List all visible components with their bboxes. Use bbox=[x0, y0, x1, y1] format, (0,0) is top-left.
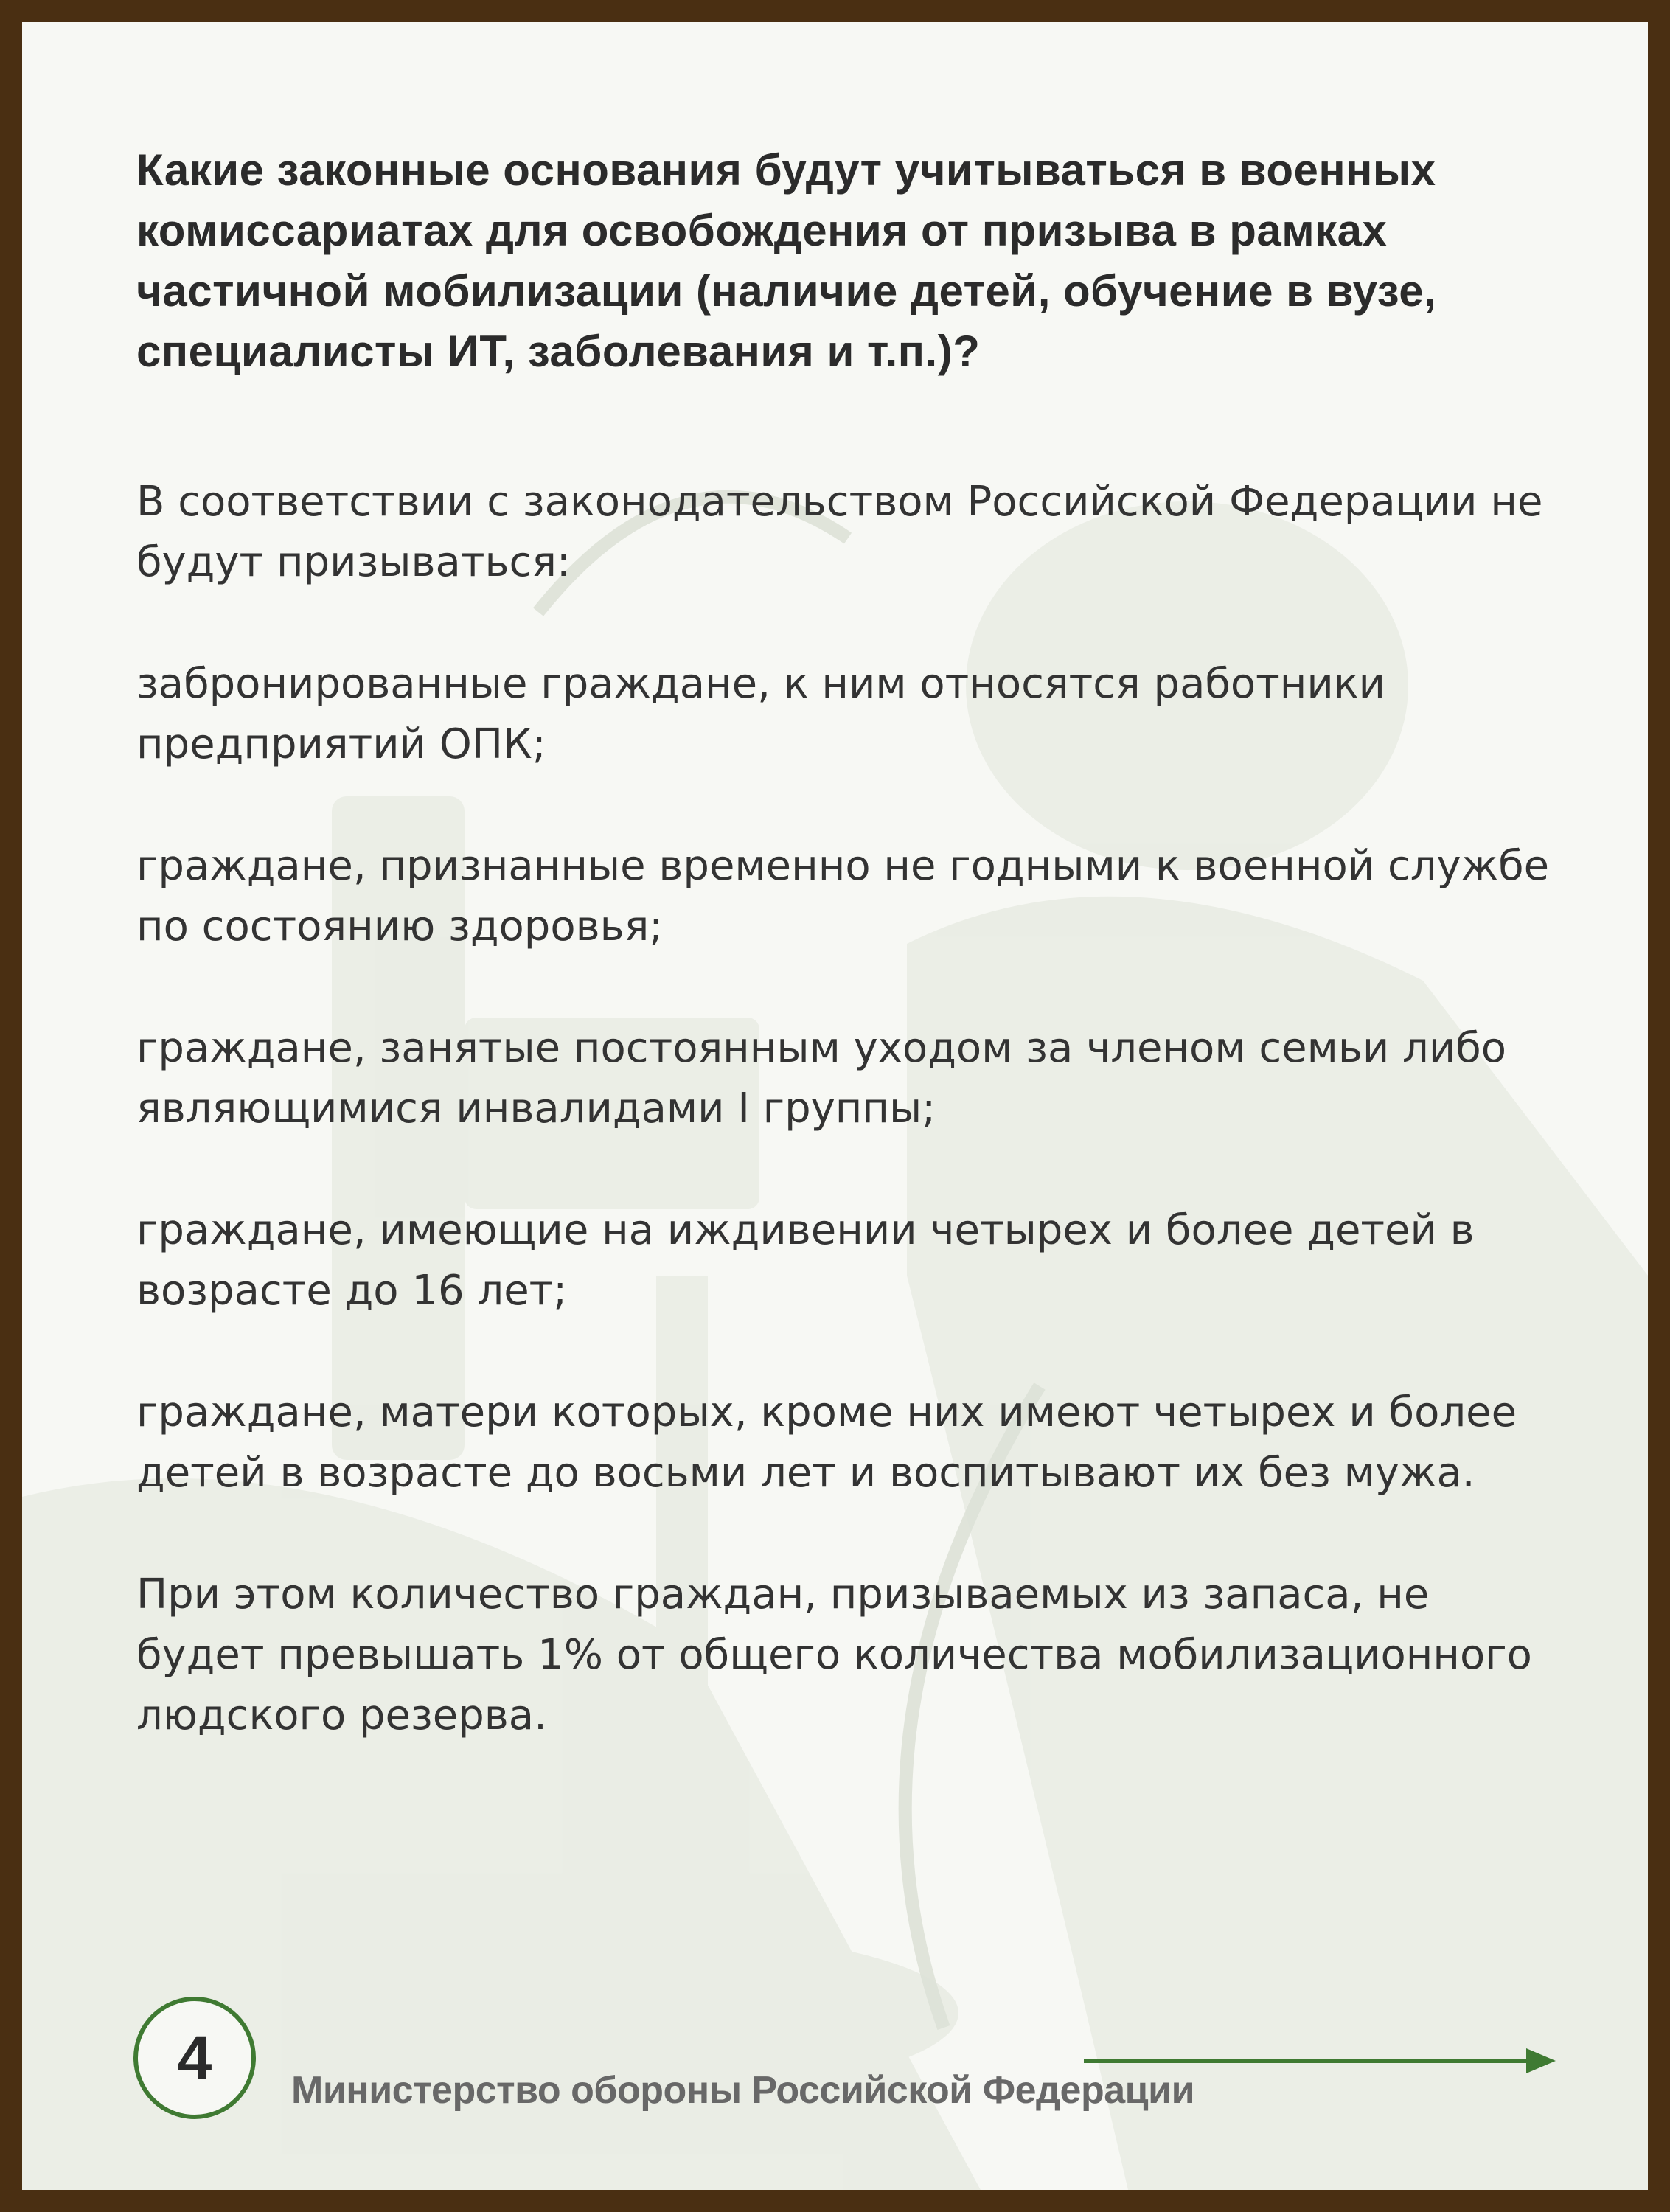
question-heading: Какие законные основания будут учитываться в военных комиссариатах для освобождения от призыва в рамках частичной мобилизации (наличие детей, обучение в вузе, специалисты ИТ, заболевания и т.п.)? bbox=[136, 145, 1437, 376]
list-item: граждане, матери которых, кроме них имеют четырех и более детей в возрасте до восьми лет и воспитывают их без мужа. bbox=[136, 1388, 1517, 1497]
main-content bbox=[136, 140, 1552, 1746]
list-item: забронированные граждане, к ним относятся работники предприятий ОПК; bbox=[136, 660, 1386, 768]
conclusion-paragraph: При этом количество граждан, призываемых из запаса, не будет превышать 1% от общего количества мобилизационного людского резерва. bbox=[136, 1571, 1532, 1739]
intro-paragraph: В соответствии с законодательством Российской Федерации не будут призываться: bbox=[136, 478, 1543, 586]
list-item: граждане, признанные временно не годными к военной службе по состоянию здоровья; bbox=[136, 842, 1550, 950]
list-item: граждане, имеющие на иждивении четырех и более детей в возрасте до 16 лет; bbox=[136, 1206, 1475, 1315]
page-number: 4 bbox=[177, 2023, 212, 2093]
list-item: граждане, занятые постоянным уходом за членом семьи либо являющимися инвалидами I группы; bbox=[136, 1024, 1507, 1133]
page-number-badge bbox=[133, 1997, 256, 2119]
footer-organization: Министерство обороны Российской Федерации bbox=[291, 2069, 1195, 2112]
slide-card bbox=[22, 22, 1648, 2190]
